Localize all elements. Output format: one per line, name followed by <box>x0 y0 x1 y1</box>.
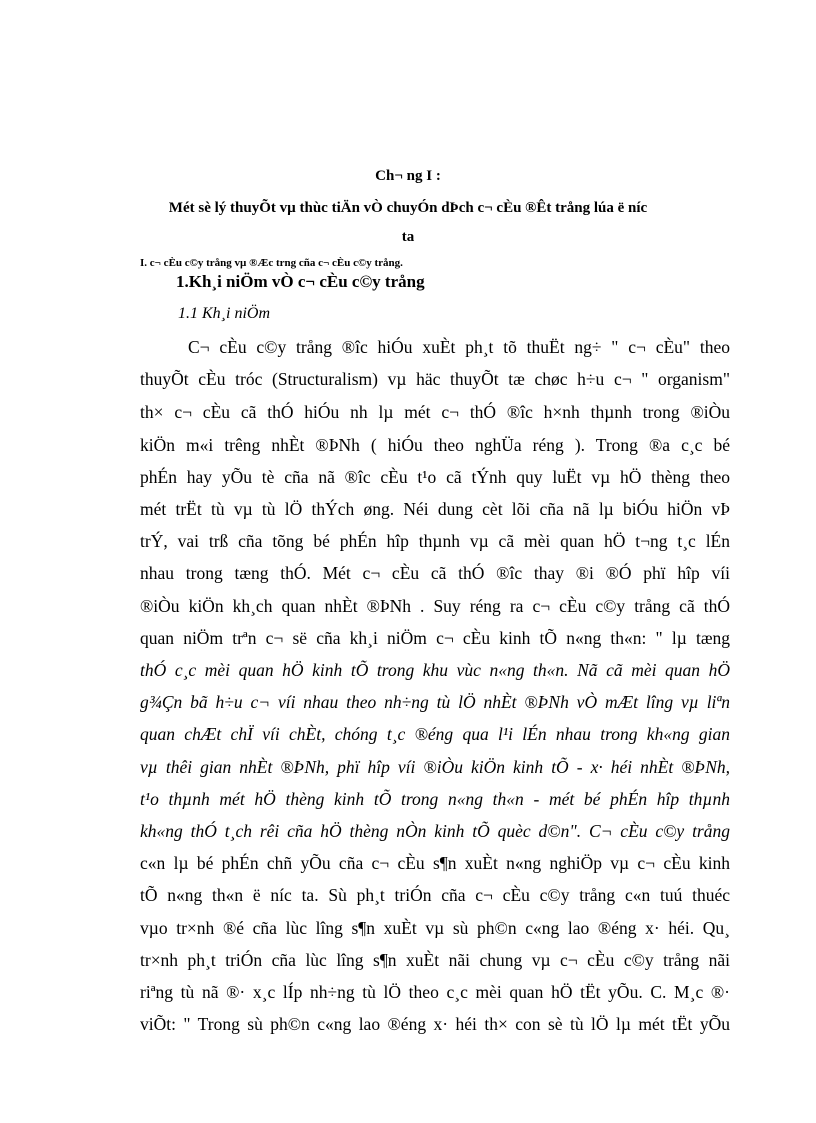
body-line: th× c¬ cÈu cã thÓ hiÓu nh lµ mét c¬ thÓ ®îc h×nh thµnh trong ®iÒu <box>140 402 730 422</box>
chapter-heading: Ch¬ ng I : <box>375 168 441 184</box>
body-line: ®iÒu kiÖn kh¸ch quan nhÈt ®ÞNh . Suy réng ra c¬ cÈu c©y trång cã thÓ <box>140 596 730 616</box>
section-heading-1-1-1: 1.1 Kh¸i niÖm <box>178 305 270 322</box>
body-line: tr×nh ph¸t triÓn cña lùc lîng s¶n xuÈt nãi chung vµ c¬ cÈu c©y trång nãi <box>140 950 730 970</box>
body-line: thÓ c¸c mèi quan hÖ kinh tÕ trong khu vùc n«ng th«n. Nã cã mèi quan hÖ <box>140 660 730 680</box>
body-line: kh«ng thÓ t¸ch rêi cña hÖ thèng nÒn kinh tÕ quèc d©n". C¬ cÈu c©y trång <box>140 821 730 841</box>
body-line: mét trËt tù vµ tù lÖ thÝch øng. Néi dung cèt lõi cña nã lµ biÓu hiÖn vÞ <box>140 499 730 519</box>
body-line: quan chÆt chÏ víi chÈt, chóng t¸c ®éng qua l¹i lÉn nhau trong kh«ng gian <box>140 724 730 744</box>
body-line: vµ thêi gian nhÈt ®ÞNh, phï hîp víi ®iÒu kiÖn kinh tÕ - x· héi nhÈt ®ÞNh, <box>140 757 730 777</box>
body-line: C¬ cÈu c©y trång ®îc hiÓu xuÈt ph¸t tõ thuËt ng÷ " c¬ cÈu" theo <box>188 337 730 357</box>
body-line: vµo tr×nh ®é cña lùc lîng s¶n xuÈt vµ sù ph©n c«ng lao ®éng x· héi. Qu¸ <box>140 918 730 938</box>
body-line: tÕ n«ng th«n ë níc ta. Sù ph¸t triÓn cña c¬ cÈu c©y trång c«n tuú thuéc <box>140 885 730 905</box>
chapter-title-line-1: Mét sè lý thuyÕt vµ thùc tiÄn vÒ chuyÓn dÞch c¬ cÈu ®Êt trång lúa ë níc <box>168 200 648 216</box>
section-heading-1-1: 1.Kh¸i niÖm vÒ c¬ cÈu c©y trång <box>176 272 425 291</box>
body-line: viÕt: " Trong sù ph©n c«ng lao ®éng x· héi th× con sè tù lÖ lµ mét tËt yÕu <box>140 1014 730 1034</box>
body-line: kiÖn m«i trêng nhÈt ®ÞNh ( hiÓu theo nghÜa réng ). Trong ®a c¸c bé <box>140 435 730 455</box>
body-line: riªng tù nã ®· x¸c lÍp nh÷ng tù lÖ theo c¸c mèi quan hÖ tËt yÕu. C. M¸c ®· <box>140 982 730 1002</box>
body-line: c«n lµ bé phÉn chñ yÕu cña c¬ cÈu s¶n xuÈt n«ng nghiÖp vµ c¬ cÈu kinh <box>140 853 730 873</box>
body-line: g¾Çn bã h÷u c¬ víi nhau theo nh÷ng tù lÖ nhÈt ®ÞNh vÒ mÆt lîng vµ liªn <box>140 692 730 712</box>
body-line: phÉn hay yÕu tè cña nã ®îc cÈu t¹o cã tÝnh quy luËt vµ hÖ thèng theo <box>140 467 730 487</box>
body-line: quan niÖm trªn c¬ së cña kh¸i niÖm c¬ cÈu kinh tÕ n«ng th«n: " lµ tæng <box>140 628 730 648</box>
section-heading-1: I. c¬ cÈu c©y trång vµ ®Æc trng cña c¬ cÈu c©y trång. <box>140 257 403 269</box>
body-line: nhau trong tæng thÓ. Mét c¬ cÈu cã thÓ ®îc thay ®i ®Ó phï hîp víi <box>140 563 730 583</box>
chapter-title-line-2: ta <box>401 229 415 245</box>
body-line: trÝ, vai trß cña tõng bé phÉn hîp thµnh vµ cã mèi quan hÖ t¬ng t¸c lÉn <box>140 531 730 551</box>
body-line: thuyÕt cÈu tróc (Structuralism) vµ häc thuyÕt tæ chøc h÷u c¬ " organism" <box>140 369 730 389</box>
body-line: t¹o thµnh mét hÖ thèng kinh tÕ trong n«ng th«n - mét bé phÉn hîp thµnh <box>140 789 730 809</box>
